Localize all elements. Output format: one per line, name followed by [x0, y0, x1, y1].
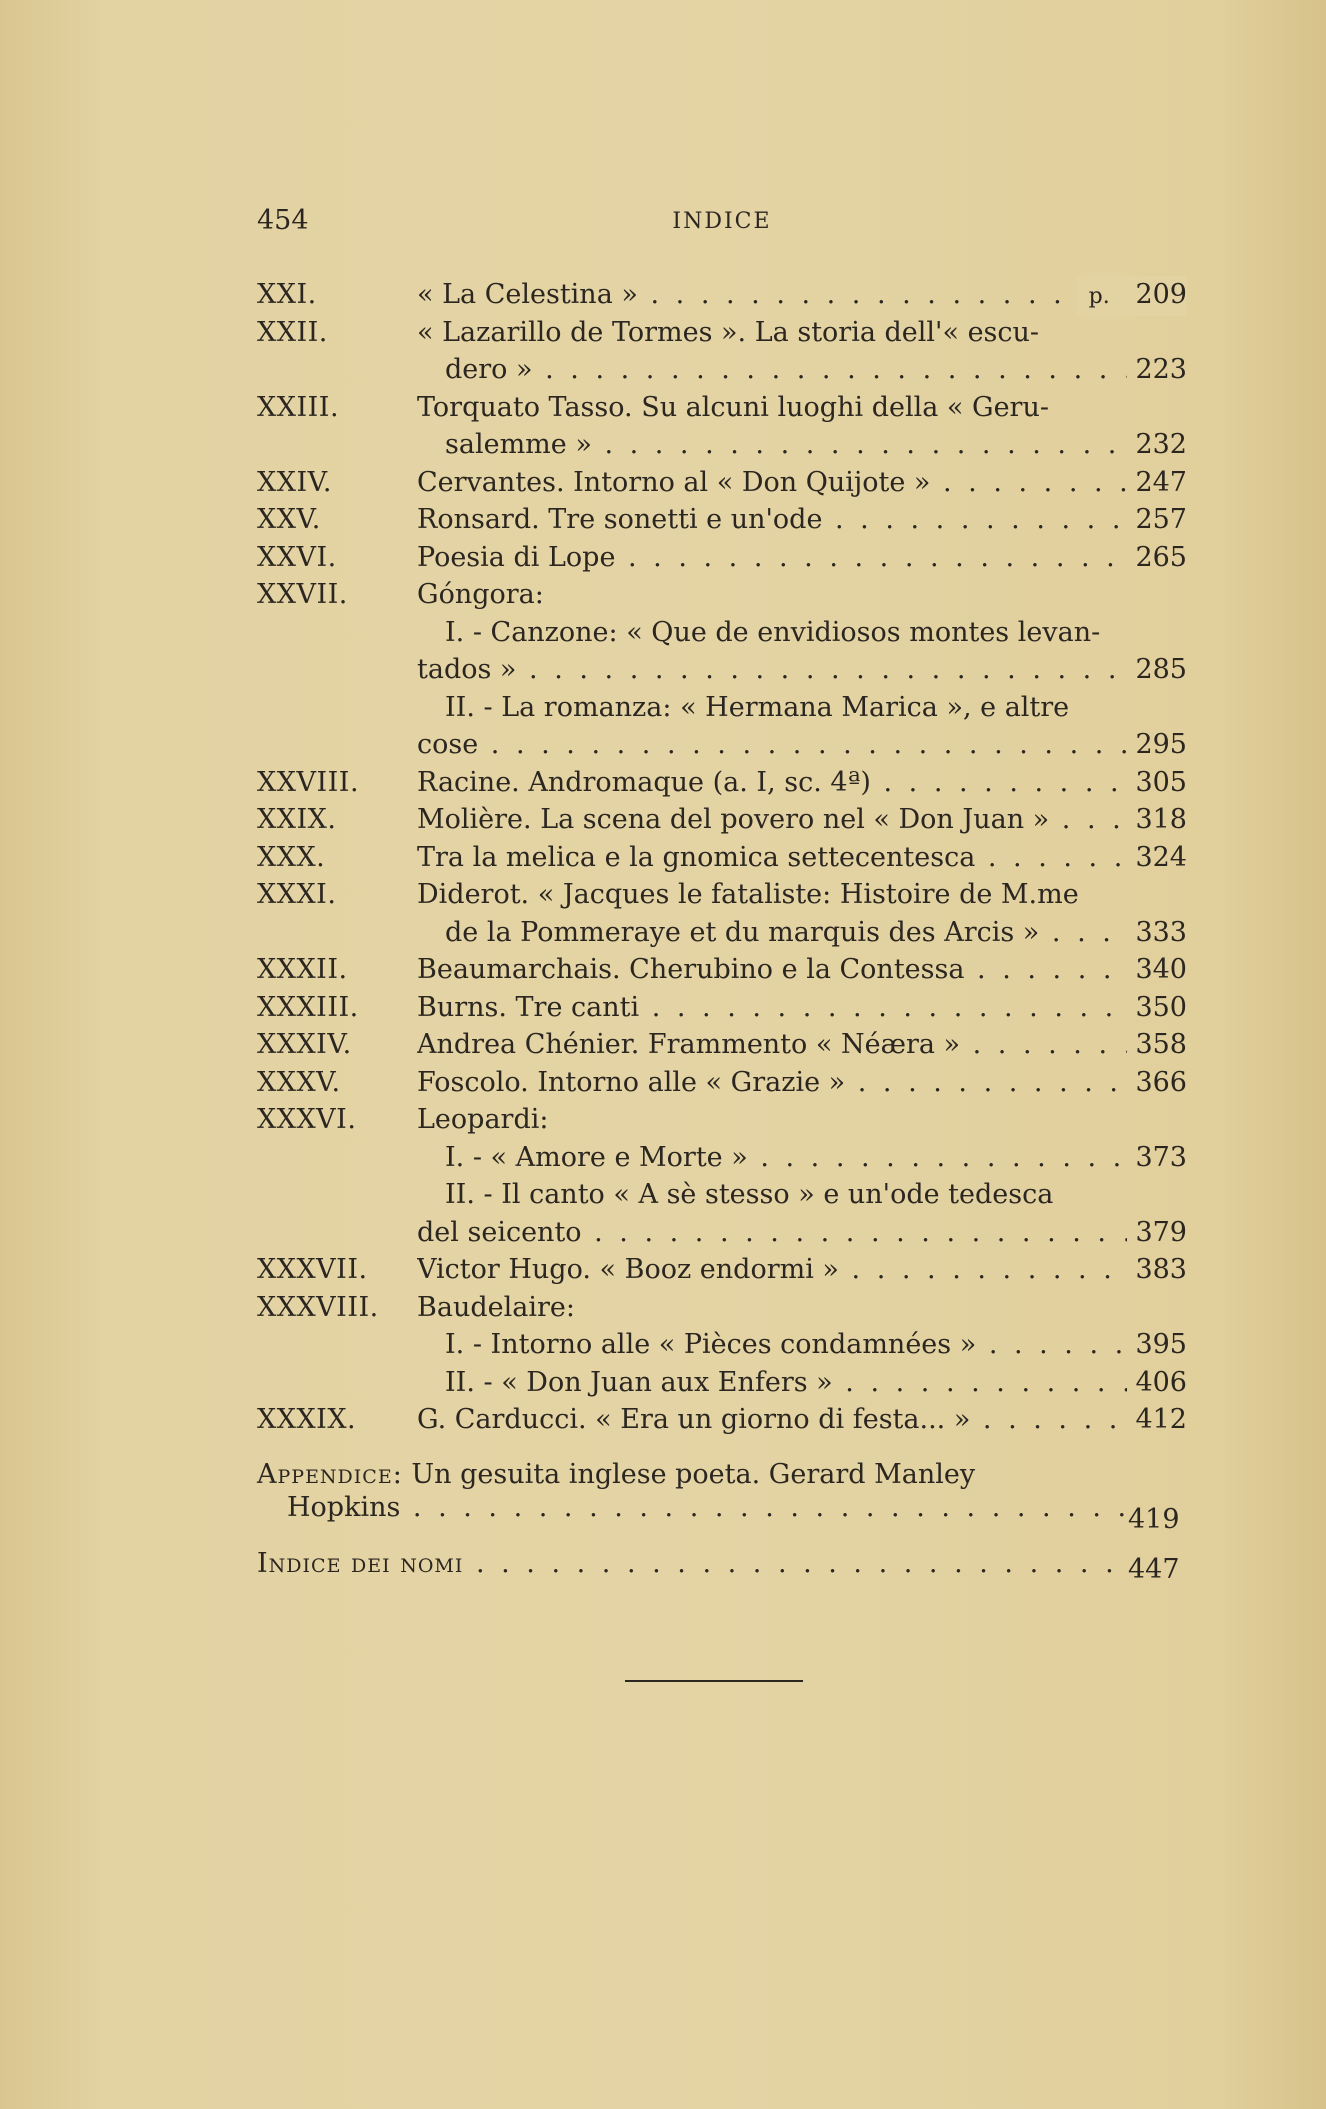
toc-entry: [257, 951, 1187, 989]
page-value: 209: [1135, 279, 1187, 310]
page-value: 247: [1135, 466, 1187, 498]
page-reference: [1127, 914, 1187, 952]
toc-entry: [257, 314, 1187, 389]
page-reference: [1127, 764, 1187, 802]
page-value: 324: [1135, 841, 1187, 873]
entry-title: Leopardi:: [417, 1104, 549, 1135]
page-value: 412: [1135, 1404, 1187, 1435]
chapter-number: XXXII.: [257, 954, 348, 985]
chapter-number: XXV.: [257, 504, 321, 535]
chapter-number: XXIII.: [257, 391, 340, 423]
chapter-number: XXIX.: [257, 804, 337, 835]
entry-title: I. - Canzone: « Que de envidiosos montes levan-: [445, 616, 1101, 648]
appendix-label: Appendice:: [257, 1459, 403, 1490]
toc-entry: [257, 801, 1187, 839]
page-value: 358: [1135, 1029, 1187, 1060]
page-value: 305: [1135, 766, 1187, 798]
entry-title: Baudelaire:: [417, 1291, 575, 1323]
page-reference: [1127, 1214, 1187, 1252]
toc-entry: [257, 764, 1187, 802]
entry-title: del seicento . . .: [417, 1217, 1127, 1248]
page-value: 350: [1135, 991, 1187, 1023]
chapter-number: XXIV.: [257, 466, 332, 498]
appendix-page: 419: [1128, 1504, 1180, 1535]
toc-entry: [257, 876, 1187, 951]
entry-title: Racine. Andromaque (a. I, sc. 4ª) . . .: [417, 767, 1127, 798]
chapter-number: XXXVIII.: [257, 1291, 379, 1323]
entry-title: Beaumarchais. Cherubino e la Contessa . . .: [417, 954, 1127, 985]
toc-entry: [257, 464, 1187, 502]
page-value: 295: [1135, 729, 1187, 760]
page-reference: [1127, 651, 1187, 689]
page-value: 379: [1135, 1216, 1187, 1248]
toc-entry: [257, 389, 1187, 464]
entry-title: cose . . .: [417, 729, 1127, 760]
entry-title: I. - Intorno alle « Pièces condamnées » . . .: [445, 1329, 1127, 1360]
toc-entry: [257, 576, 1187, 764]
page-reference: [1127, 726, 1187, 764]
page-value: 285: [1135, 654, 1187, 685]
chapter-number: XXX.: [257, 841, 326, 873]
appendix-entry: [257, 1458, 1187, 1524]
page-reference: [1127, 464, 1187, 502]
entry-title: Burns. Tre canti . . .: [417, 992, 1127, 1023]
entry-title: Ronsard. Tre sonetti e un'ode . . .: [417, 504, 1127, 535]
entry-title: G. Carducci. « Era un giorno di festa... » . . .: [417, 1404, 1127, 1435]
page-value: 265: [1135, 541, 1187, 573]
page-value: 223: [1135, 354, 1187, 385]
chapter-number: XXII.: [257, 316, 328, 348]
chapter-number: XXXIV.: [257, 1029, 352, 1060]
chapter-number: XXVIII.: [257, 766, 360, 798]
page-number: 454: [257, 205, 309, 236]
entry-title: Diderot. « Jacques le fataliste: Histoire de M.me: [417, 879, 1079, 910]
page-value: 395: [1135, 1329, 1187, 1360]
toc-entry: [257, 1289, 1187, 1402]
entry-title: « Lazarillo de Tormes ». La storia dell'« escu-: [417, 316, 1040, 348]
page-reference: [1127, 539, 1187, 577]
toc-entry: [257, 1101, 1187, 1251]
page-value: 406: [1135, 1366, 1187, 1398]
chapter-number: XXI.: [257, 279, 317, 310]
page-value: 318: [1135, 804, 1187, 835]
index-label: Indice dei nomi: [257, 1548, 464, 1579]
appendix-title: Un gesuita inglese poeta. Gerard Manley: [411, 1459, 976, 1490]
toc-entry: [257, 1251, 1187, 1289]
entry-title: Góngora:: [417, 579, 544, 610]
page-prefix: p.: [1088, 284, 1110, 309]
chapter-number: XXVII.: [257, 579, 348, 610]
page-reference: [1127, 989, 1187, 1027]
toc-entry: [257, 989, 1187, 1027]
page-reference: [1127, 426, 1187, 464]
page-reference: [1127, 801, 1187, 839]
page-reference: [1127, 1364, 1187, 1402]
page-value: 257: [1135, 504, 1187, 535]
page-reference: [1127, 839, 1187, 877]
toc-entry: [257, 1064, 1187, 1102]
entry-title: I. - « Amore e Morte » . . .: [445, 1142, 1127, 1173]
entry-title: « La Celestina » . . .: [417, 279, 1127, 310]
page-value: 333: [1135, 916, 1187, 948]
entry-title: tados » . . .: [417, 654, 1127, 685]
chapter-number: XXXI.: [257, 879, 337, 910]
entry-title: II. - « Don Juan aux Enfers » . . .: [445, 1367, 1127, 1398]
entry-title: Cervantes. Intorno al « Don Quijote » . . .: [417, 467, 1127, 498]
chapter-number: XXXV.: [257, 1066, 341, 1098]
page-header: [257, 205, 1187, 245]
toc-entry: [257, 1026, 1187, 1064]
index-page: 447: [1128, 1554, 1180, 1585]
chapter-number: XXXVI.: [257, 1104, 357, 1135]
page-reference: [1127, 1026, 1187, 1064]
entry-title: II. - La romanza: « Hermana Marica », e altre: [445, 691, 1070, 723]
chapter-number: XXXIX.: [257, 1404, 357, 1435]
page-reference: [1127, 1139, 1187, 1177]
entry-title: Tra la melica e la gnomica settecentesca . . .: [417, 842, 1127, 873]
page-reference: [1127, 501, 1187, 539]
toc-entry: [257, 839, 1187, 877]
toc-entry: [257, 501, 1187, 539]
entry-title: dero » . . .: [445, 354, 1127, 385]
page-value: 340: [1135, 954, 1187, 985]
toc-entry: [257, 539, 1187, 577]
page-reference: [1127, 351, 1187, 389]
page-value: 373: [1135, 1141, 1187, 1173]
end-rule: [625, 1680, 803, 1682]
toc-entry: [257, 276, 1187, 314]
entry-title: II. - Il canto « A sè stesso » e un'ode tedesca: [445, 1179, 1054, 1210]
entry-title: Victor Hugo. « Booz endormi » . . .: [417, 1254, 1127, 1285]
toc-entry: [257, 1401, 1187, 1439]
page-reference: [1127, 1251, 1187, 1289]
entry-title: salemme » . . .: [445, 429, 1127, 460]
page-value: 366: [1135, 1066, 1187, 1098]
page-reference: [1127, 1064, 1187, 1102]
entry-title: de la Pommeraye et du marquis des Arcis » . . .: [445, 917, 1127, 948]
page-reference: [1127, 1401, 1187, 1439]
chapter-number: XXXIII.: [257, 991, 359, 1023]
appendix-title-cont: Hopkins . . .: [287, 1492, 1127, 1523]
page-reference: [1077, 276, 1187, 316]
page-reference: [1127, 951, 1187, 989]
page-value: 232: [1135, 429, 1187, 460]
running-title: INDICE: [672, 209, 772, 234]
table-of-contents: [257, 276, 1187, 1439]
chapter-number: XXXVII.: [257, 1254, 368, 1285]
entry-title: Andrea Chénier. Frammento « Néæra » . . .: [417, 1029, 1127, 1060]
entry-title: Molière. La scena del povero nel « Don Juan » . . .: [417, 804, 1127, 835]
chapter-number: XXVI.: [257, 541, 337, 573]
entry-title: Poesia di Lope . . .: [417, 542, 1127, 573]
entry-title: Torquato Tasso. Su alcuni luoghi della « Geru-: [417, 391, 1049, 423]
index-of-names-entry: [257, 1548, 1127, 1579]
page-value: 383: [1135, 1254, 1187, 1285]
entry-title: Foscolo. Intorno alle « Grazie » . . .: [417, 1067, 1127, 1098]
page-reference: [1127, 1326, 1187, 1364]
